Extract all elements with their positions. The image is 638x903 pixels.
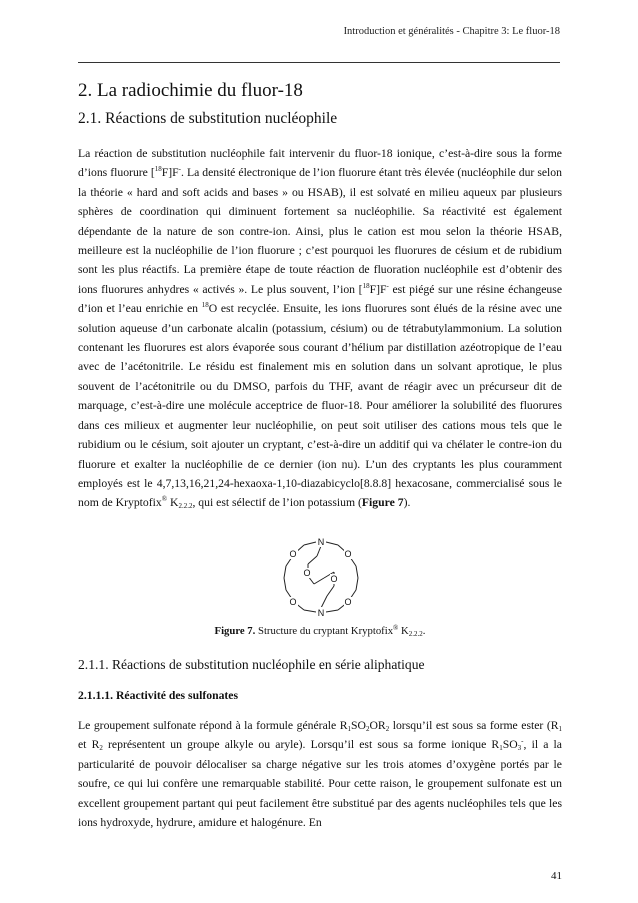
nitrogen-atom-top: N [317,537,325,547]
figure-7-reference[interactable]: Figure 7 [361,496,404,510]
subsubsubsection-title: 2.1.1.1. Réactivité des sulfonates [78,689,239,702]
oxygen-atom: O [289,549,297,559]
running-header: Introduction et généralités - Chapitre 3: Le fluor-18 [343,26,560,37]
oxygen-atom: O [344,549,352,559]
page-number: 41 [551,870,562,882]
figure-7-caption: Figure 7. Structure du cryptant Kryptofix® $K_{2.2.2}$. [214,624,426,638]
kryptofix-structure-figure [272,532,372,622]
paragraph-sulfonates: Le groupement sulfonate répond à la formule générale $R_1SO_2OR_2$ lorsqu’il est sous sa forme ester ($R_1$ et $R_2$ représentent un groupe alkyle ou aryle). Lorsqu’il est sous sa forme ionique $R_1SO_3^-$, il a la particularité de pouvoir délocaliser sa charge négative sur les trois atomes d’oxygène portés par le soufre, ce qui lui confère une remarquable stabilité. Pour cette raison, le groupement sulfonate est un excellent groupement partant qui peut facilement être substitué par des agents nucléophiles tels que les ions hydroxyde, hydrure, amidure et halogénure. En [78,719,563,830]
oxygen-atom: O [330,574,338,584]
header-rule [78,62,560,63]
paragraph-substitution: La réaction de substitution nucléophile fait intervenir du fluor-18 ionique, c’est-à-dire sous la forme d’ions fluorure [$^{18}$F]F-. La densité électronique de l’ion fluorure étant très élevée (nucléophile dur selon la théorie « hard and soft acids and bases » ou HSAB), il est solvaté en milieu aqueux par plusieurs sphères de coordination qui diminuent fortement sa nucléophilie. Sa réactivité est également dépendante de la nature de son contre-ion. Ainsi, plus le cation est mou selon la théorie HSAB, meilleure est la nucléophilie de l’ion fluorure ; c’est pourquoi les fluorures de césium et de rubidium sont les plus réactifs. La première étape de toute réaction de fluoration nucléophile est d’obtenir des ions fluorures anhydres « activés ». Le plus souvent, l’ion [$^{18}$F]F- est piégé sur une résine échangeuse d’ion et l’eau enrichie en $^{18}$O est recyclée. Ensuite, les ions fluorures sont élués de la résine avec une solution aqueuse d’un carbonate alcalin (potassium, césium) ou de tétrabutylammonium. La solution contenant les fluorures est alors évaporée sous courant d’hélium par distillation azéotropique de l’eau avec de l’acétonitrile. Le résidu est finalement mis en solution dans un solvant aprotique, le plus souvent de l’acétonitrile ou du DMSO, parfois du THF, avant de réagir avec un précurseur dit de marquage, c’est-à-dire une molécule acceptrice de fluor-18. Pour améliorer la solubilité des fluorures dans ces milieux et augmenter leur nucléophilie, on peut soit utiliser des cations mous tels que le rubidium ou le césium, soit ajouter un cryptant, c’est-à-dire un additif qui va chélater le contre-ion du fluorure et exalter la nucléophilie de ce dernier (ion nu). L’un des cryptants les plus couramment employés est le 4,7,13,16,21,24-hexaoxa-1,10-diazabicyclo[8.8.8] hexacosane, commercialisé sous le nom de Kryptofix® $K_{2.2.2}$, qui est sélectif de l’ion potassium (Figure 7). [78,147,563,511]
subsection-title: 2.1. Réactions de substitution nucléophile [78,110,338,127]
nitrogen-atom-bottom: N [317,608,325,618]
oxygen-atom: O [344,597,352,607]
section-title: 2. La radiochimie du fluor-18 [78,80,303,101]
oxygen-atom: O [303,568,311,578]
oxygen-atom: O [289,597,297,607]
subsubsection-title: 2.1.1. Réactions de substitution nucléophile en série aliphatique [78,657,425,672]
